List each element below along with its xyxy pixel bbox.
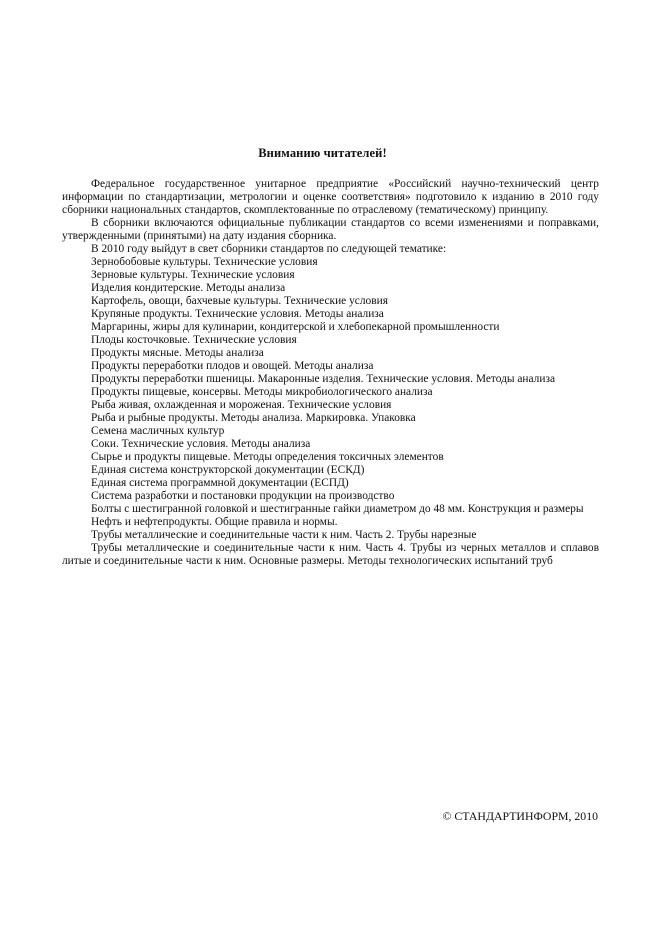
list-item: Продукты переработки плодов и овощей. Методы анализа bbox=[91, 360, 374, 372]
list-item: Соки. Технические условия. Методы анализа bbox=[91, 438, 311, 450]
page-title: Вниманию читателей! bbox=[258, 146, 387, 160]
list-item: Сырье и продукты пищевые. Методы определения токсичных элементов bbox=[91, 451, 444, 463]
list-item: Картофель, овощи, бахчевые культуры. Технические условия bbox=[91, 295, 388, 307]
copyright-notice: © СТАНДАРТИНФОРМ, 2010 bbox=[442, 809, 598, 823]
list-item: Рыба и рыбные продукты. Методы анализа. Маркировка. Упаковка bbox=[91, 412, 416, 424]
list-item: Зерновые культуры. Технические условия bbox=[91, 269, 295, 281]
list-item: Продукты пищевые, консервы. Методы микробиологического анализа bbox=[91, 386, 433, 398]
list-item: Рыба живая, охлажденная и мороженая. Технические условия bbox=[91, 399, 392, 411]
list-item: Зернобобовые культуры. Технические условия bbox=[91, 256, 318, 268]
list-item: Продукты переработки пшеницы. Макаронные изделия. Технические условия. Методы анализа bbox=[91, 373, 556, 385]
list-item: Изделия кондитерские. Методы анализа bbox=[91, 282, 286, 294]
topic-list bbox=[62, 256, 599, 568]
list-item: Нефть и нефтепродукты. Общие правила и нормы. bbox=[91, 516, 338, 528]
document-body bbox=[62, 178, 599, 568]
list-item: Крупяные продукты. Технические условия. Методы анализа bbox=[91, 308, 384, 320]
list-item: Продукты мясные. Методы анализа bbox=[91, 347, 264, 359]
intro-paragraph: Федеральное государственное унитарное предприятие «Российский научно-технический центр информации по стандартизации, метрологии и оценке соответствия» подготовило к изданию в 2010 году сборники национальных стандартов, скомплектованные по отраслевому (тематическому) принципу. bbox=[62, 178, 599, 216]
list-item: Единая система конструкторской документации (ЕСКД) bbox=[91, 464, 365, 476]
list-item: Трубы металлические и соединительные части к ним. Часть 2. Трубы нарезные bbox=[91, 529, 477, 541]
list-item: Система разработки и постановки продукции на производство bbox=[91, 490, 395, 502]
topics-intro-paragraph: В 2010 году выйдут в свет сборники стандартов по следующей тематике: bbox=[91, 243, 447, 255]
list-item: Семена масличных культур bbox=[91, 425, 225, 437]
list-item: Трубы металлические и соединительные части к ним. Часть 4. Трубы из черных металлов и сплавов литые и соединительные части к ним. Основные размеры. Методы технологических испытаний труб bbox=[62, 542, 599, 567]
list-item: Плоды косточковые. Технические условия bbox=[91, 334, 297, 346]
contents-paragraph: В сборники включаются официальные публикации стандартов со всеми изменениями и поправками, утвержденными (принятыми) на дату издания сборника. bbox=[62, 217, 599, 242]
list-item: Единая система программной документации (ЕСПД) bbox=[91, 477, 349, 489]
list-item: Болты с шестигранной головкой и шестигранные гайки диаметром до 48 мм. Конструкция и размеры bbox=[91, 503, 584, 515]
list-item: Маргарины, жиры для кулинарии, кондитерской и хлебопекарной промышленности bbox=[91, 321, 500, 333]
